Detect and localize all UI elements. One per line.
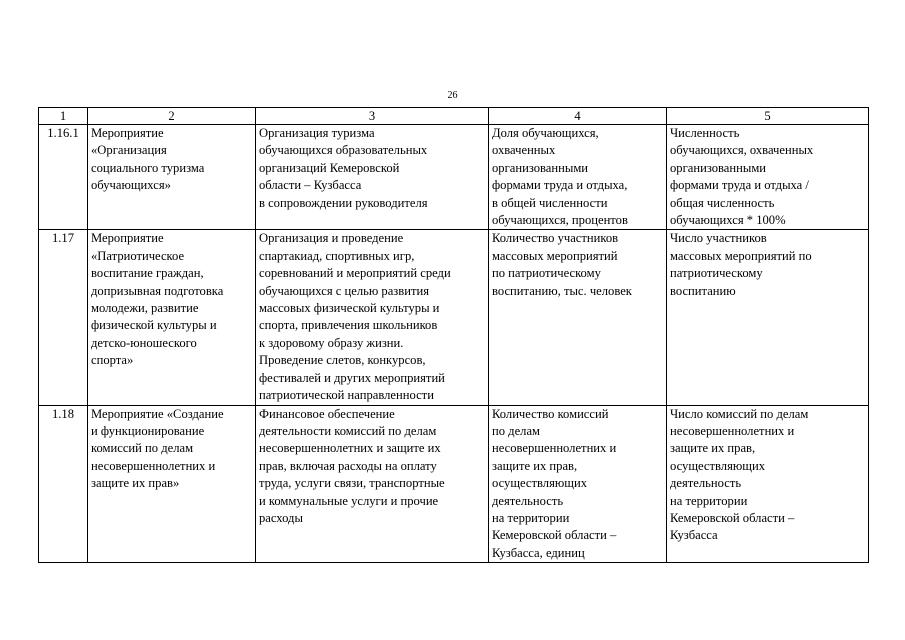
cell-line: Численность <box>670 126 740 140</box>
cell-line: детско-юношеского <box>91 335 197 350</box>
cell-line: Организация туризма <box>259 126 375 140</box>
cell-line: к здоровому образу жизни. <box>259 335 404 350</box>
page-number: 26 <box>447 90 458 101</box>
cell-line: обучающихся» <box>91 178 171 193</box>
cell-line: воспитание граждан, <box>91 266 204 281</box>
table-header-row <box>39 108 869 125</box>
cell-line: расходы <box>259 510 303 525</box>
cell-line: Доля обучающихся, <box>492 126 599 140</box>
indicator-cell <box>489 230 667 405</box>
cell-line: и функционирование <box>91 423 205 438</box>
cell-line: несовершеннолетних и <box>670 423 795 438</box>
cell-line: физической культуры и <box>91 318 217 333</box>
cell-line: Кемеровской области – <box>670 510 795 525</box>
cell-line: Число комиссий по делам <box>670 406 809 421</box>
cell-line: труда, услуги связи, транспортные <box>259 476 445 491</box>
row-number-cell: 1.17 <box>39 230 88 405</box>
cell-line: массовых мероприятий <box>492 248 618 263</box>
table-row <box>39 230 869 405</box>
column-header-5: 5 <box>667 108 869 125</box>
cell-line: Количество комиссий <box>492 406 609 421</box>
cell-line: воспитанию, тыс. человек <box>492 283 632 298</box>
cell-line: Кемеровской области – <box>492 528 617 543</box>
cell-line: «Патриотическое <box>91 248 185 263</box>
event-cell <box>88 125 256 230</box>
table-row <box>39 405 869 563</box>
indicators-table <box>38 107 869 563</box>
indicator-cell <box>489 125 667 230</box>
cell-line: Организация и проведение <box>259 231 404 246</box>
cell-line: Проведение слетов, конкурсов, <box>259 353 426 368</box>
cell-line: и коммунальные услуги и прочие <box>259 493 439 508</box>
event-cell <box>88 230 256 405</box>
formula-cell <box>667 230 869 405</box>
description-cell <box>256 405 489 563</box>
cell-line: Мероприятие <box>91 126 164 140</box>
event-cell <box>88 405 256 563</box>
cell-line: несовершеннолетних и <box>91 458 216 473</box>
row-number-cell: 1.18 <box>39 405 88 563</box>
cell-line: Количество участников <box>492 231 619 246</box>
cell-line: Кузбасса <box>670 528 718 543</box>
cell-line: организаций Кемеровской <box>259 160 400 175</box>
cell-line: деятельность <box>492 493 564 508</box>
formula-cell <box>667 125 869 230</box>
cell-line: Мероприятие «Создание <box>91 406 224 421</box>
cell-line: защите их прав, <box>670 441 756 456</box>
cell-line: формами труда и отдыха, <box>492 178 628 193</box>
cell-line: обучающихся с целью развития <box>259 283 429 298</box>
cell-line: патриотической направленности <box>259 388 434 403</box>
description-cell <box>256 125 489 230</box>
cell-line: охваченных <box>492 143 556 158</box>
cell-line: молодежи, развитие <box>91 301 199 316</box>
column-header-1: 1 <box>39 108 88 125</box>
cell-line: обучающихся * 100% <box>670 213 786 228</box>
cell-line: в общей численности <box>492 195 608 210</box>
cell-line: деятельности комиссий по делам <box>259 423 437 438</box>
cell-line: фестивалей и других мероприятий <box>259 370 445 385</box>
cell-line: Число участников <box>670 231 767 246</box>
cell-line: формами труда и отдыха / <box>670 178 809 193</box>
cell-line: осуществляющих <box>492 476 588 491</box>
cell-line: по патриотическому <box>492 266 601 281</box>
table-row <box>39 125 869 230</box>
cell-line: деятельность <box>670 476 742 491</box>
indicator-cell <box>489 405 667 563</box>
cell-line: области – Кузбасса <box>259 178 362 193</box>
column-header-4: 4 <box>489 108 667 125</box>
formula-cell <box>667 405 869 563</box>
cell-line: на территории <box>670 493 748 508</box>
cell-line: в сопровождении руководителя <box>259 195 428 210</box>
cell-line: Финансовое обеспечение <box>259 406 395 421</box>
cell-line: обучающихся образовательных <box>259 143 428 158</box>
cell-line: несовершеннолетних и защите их <box>259 441 441 456</box>
cell-line: организованными <box>670 160 767 175</box>
cell-line: по делам <box>492 423 541 438</box>
cell-line: обучающихся, охваченных <box>670 143 814 158</box>
cell-line: массовых мероприятий по <box>670 248 812 263</box>
column-header-2: 2 <box>88 108 256 125</box>
cell-line: обучающихся, процентов <box>492 213 628 228</box>
cell-line: организованными <box>492 160 589 175</box>
cell-line: Кузбасса, единиц <box>492 545 585 560</box>
cell-line: воспитанию <box>670 283 736 298</box>
cell-line: комиссий по делам <box>91 441 194 456</box>
cell-line: Мероприятие <box>91 231 164 246</box>
row-number-cell: 1.16.1 <box>39 125 88 230</box>
cell-line: массовых физической культуры и <box>259 301 440 316</box>
cell-line: социального туризма <box>91 160 205 175</box>
cell-line: спорта, привлечения школьников <box>259 318 438 333</box>
cell-line: осуществляющих <box>670 458 766 473</box>
cell-line: несовершеннолетних и <box>492 441 617 456</box>
cell-line: прав, включая расходы на оплату <box>259 458 437 473</box>
cell-line: патриотическому <box>670 266 763 281</box>
cell-line: допризывная подготовка <box>91 283 224 298</box>
cell-line: на территории <box>492 510 570 525</box>
cell-line: защите их прав» <box>91 476 180 491</box>
description-cell <box>256 230 489 405</box>
cell-line: спартакиад, спортивных игр, <box>259 248 415 263</box>
column-header-3: 3 <box>256 108 489 125</box>
cell-line: соревнований и мероприятий среди <box>259 266 451 281</box>
cell-line: «Организация <box>91 143 167 158</box>
cell-line: спорта» <box>91 353 134 368</box>
cell-line: общая численность <box>670 195 775 210</box>
cell-line: защите их прав, <box>492 458 578 473</box>
